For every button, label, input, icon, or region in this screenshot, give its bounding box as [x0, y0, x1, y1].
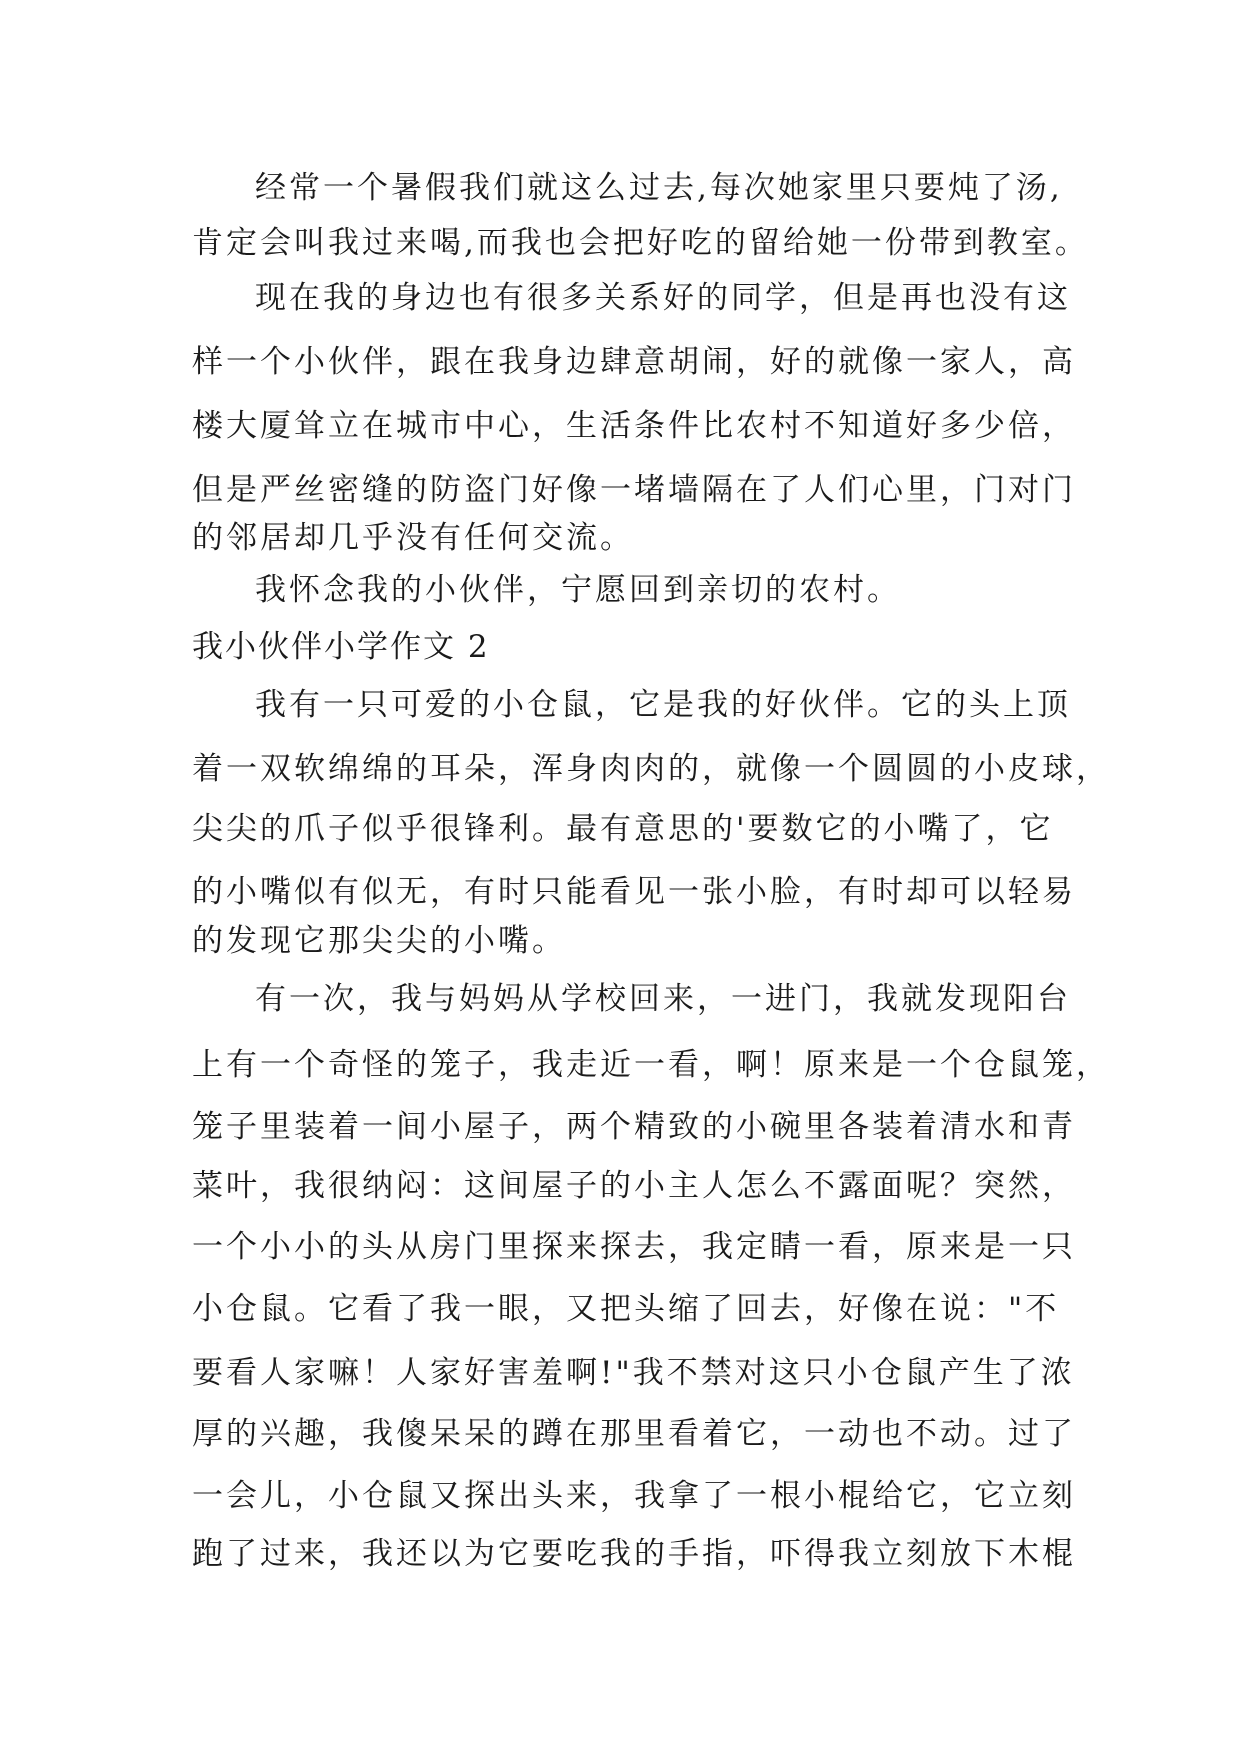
text-line: 现在我的身边也有很多关系好的同学，但是再也没有这 — [255, 280, 1071, 316]
text-line: 我怀念我的小伙伴，宁愿回到亲切的农村。 — [255, 572, 901, 608]
text-line: 样一个小伙伴，跟在我身边肆意胡闹，好的就像一家人，高 — [192, 344, 1076, 380]
text-line: 有一次，我与妈妈从学校回来，一进门，我就发现阳台 — [255, 981, 1071, 1017]
text-line: 但是严丝密缝的防盗门好像一堵墙隔在了人们心里，门对门 — [192, 472, 1076, 508]
text-line: 菜叶，我很纳闷：这间屋子的小主人怎么不露面呢？突然， — [192, 1168, 1076, 1204]
text-line: 经常一个暑假我们就这么过去,每次她家里只要炖了汤, — [255, 170, 1063, 206]
text-line: 着一双软绵绵的耳朵，浑身肉肉的，就像一个圆圆的小皮球， — [192, 751, 1110, 787]
text-line: 的小嘴似有似无，有时只能看见一张小脸，有时却可以轻易 — [192, 874, 1076, 910]
text-line: 楼大厦耸立在城市中心，生活条件比农村不知道好多少倍， — [192, 408, 1076, 444]
text-line: 要看人家嘛！人家好害羞啊!"我不禁对这只小仓鼠产生了浓 — [192, 1355, 1075, 1391]
text-line: 笼子里装着一间小屋子，两个精致的小碗里各装着清水和青 — [192, 1109, 1076, 1145]
text-line: 尖尖的爪子似乎很锋利。最有意思的'要数它的小嘴了，它 — [192, 811, 1054, 847]
text-line: 上有一个奇怪的笼子，我走近一看，啊！原来是一个仓鼠笼， — [192, 1047, 1110, 1083]
text-line: 一会儿，小仓鼠又探出头来，我拿了一根小棍给它，它立刻 — [192, 1478, 1076, 1514]
text-line: 我有一只可爱的小仓鼠，它是我的好伙伴。它的头上顶 — [255, 687, 1071, 723]
text-line: 一个小小的头从房门里探来探去，我定睛一看，原来是一只 — [192, 1229, 1076, 1265]
text-line: 小仓鼠。它看了我一眼，又把头缩了回去，好像在说："不 — [192, 1291, 1060, 1327]
text-line: 的发现它那尖尖的小嘴。 — [192, 923, 566, 959]
text-line: 厚的兴趣，我傻呆呆的蹲在那里看着它，一动也不动。过了 — [192, 1416, 1076, 1452]
text-line: 的邻居却几乎没有任何交流。 — [192, 520, 634, 556]
text-line: 肯定会叫我过来喝,而我也会把好吃的留给她一份带到教室。 — [192, 225, 1089, 261]
section-heading: 我小伙伴小学作文 2 — [192, 629, 490, 665]
text-line: 跑了过来，我还以为它要吃我的手指，吓得我立刻放下木棍 — [192, 1536, 1076, 1572]
